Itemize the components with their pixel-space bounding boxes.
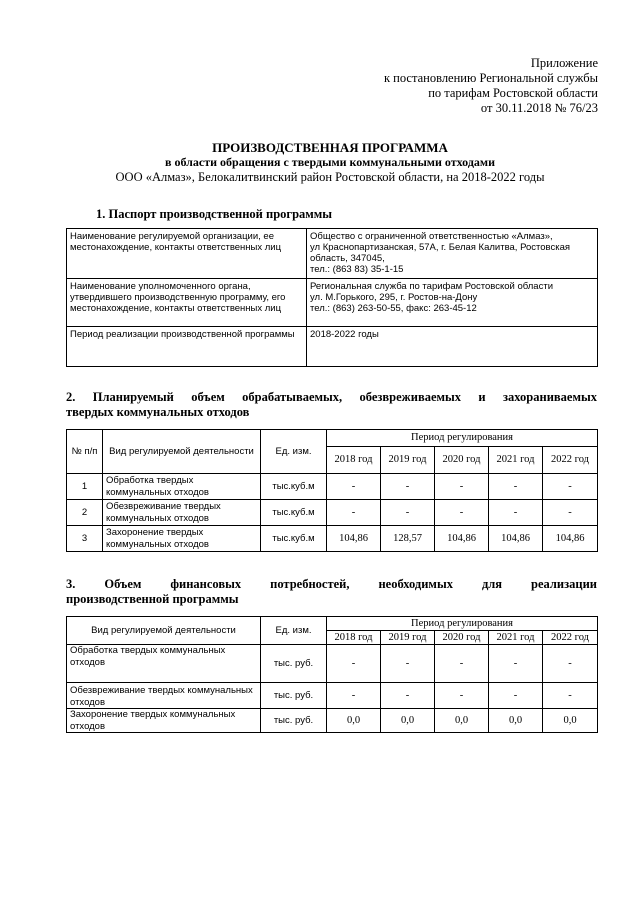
- heading-line: 2. Планируемый объем обрабатываемых, обезвреживаемых и захораниваемых: [66, 390, 597, 404]
- document-title: [60, 140, 600, 185]
- row-value: 0,0: [381, 709, 435, 733]
- row-value: -: [327, 683, 381, 709]
- value-line: Общество с ограниченной ответственностью «Алмаз»,: [310, 231, 553, 242]
- table-row: [67, 327, 598, 367]
- header-year: 2022 год: [543, 631, 598, 645]
- row-unit: тыс.куб.м: [261, 474, 327, 500]
- table-row: [67, 645, 598, 683]
- value-line: 2018-2022 годы: [310, 329, 379, 340]
- heading-line: производственной программы: [66, 592, 239, 606]
- row-unit: тыс. руб.: [261, 683, 327, 709]
- row-activity: Захоронение твердых коммунальных отходов: [67, 709, 261, 733]
- header-year: 2019 год: [381, 447, 435, 474]
- row-value: 104,86: [327, 526, 381, 552]
- row-value: -: [543, 645, 598, 683]
- table-row: [67, 500, 598, 526]
- header-period: Период регулирования: [327, 430, 598, 447]
- table-row: [67, 683, 598, 709]
- value-line: тел.: (863 83) 35-1-15: [310, 264, 404, 275]
- volume-table: [66, 429, 598, 552]
- row-value: -: [435, 474, 489, 500]
- header-year: 2021 год: [489, 631, 543, 645]
- row-activity: Обезвреживание твердых коммунальных отходов: [67, 683, 261, 709]
- value-line: Региональная служба по тарифам Ростовской области: [310, 281, 554, 292]
- passport-label: Наименование уполномоченного органа, утвердившего производственную программу, его местонахождение, контакты ответственных лиц: [67, 279, 307, 327]
- value-line: тел.: (863) 263-50-55, факс: 263-45-12: [310, 303, 477, 314]
- row-value: 128,57: [381, 526, 435, 552]
- value-line: ул. М.Горького, 295, г. Ростов-на-Дону: [310, 292, 478, 303]
- heading-line: твердых коммунальных отходов: [66, 405, 250, 419]
- header-unit: Ед. изм.: [261, 617, 327, 645]
- header-year: 2018 год: [327, 447, 381, 474]
- title-organization: ООО «Алмаз», Белокалитвинский район Ростовской области, на 2018-2022 годы: [115, 170, 545, 184]
- header-year: 2020 год: [435, 631, 489, 645]
- header-activity: Вид регулируемой деятельности: [103, 430, 261, 474]
- row-value: 0,0: [435, 709, 489, 733]
- row-value: -: [381, 683, 435, 709]
- row-activity: Захоронение твердых коммунальных отходов: [103, 526, 261, 552]
- row-value: -: [489, 645, 543, 683]
- row-value: -: [381, 500, 435, 526]
- passport-label: Период реализации производственной программы: [67, 327, 307, 367]
- row-activity: Обработка твердых коммунальных отходов: [67, 645, 261, 683]
- header-unit: Ед. изм.: [261, 430, 327, 474]
- table-row: [67, 229, 598, 279]
- section2-heading: [66, 390, 597, 420]
- header-year: 2019 год: [381, 631, 435, 645]
- passport-value: [307, 229, 598, 279]
- header-year: 2021 год: [489, 447, 543, 474]
- section1-heading: 1. Паспорт производственной программы: [96, 207, 333, 221]
- passport-label: Наименование регулируемой организации, ее местонахождение, контакты ответственных лиц: [67, 229, 307, 279]
- header-year: 2018 год: [327, 631, 381, 645]
- row-value: -: [543, 474, 598, 500]
- row-value: -: [435, 645, 489, 683]
- row-value: 104,86: [435, 526, 489, 552]
- passport-value: [307, 279, 598, 327]
- finance-table: [66, 616, 598, 733]
- table-row: [67, 474, 598, 500]
- row-value: 104,86: [489, 526, 543, 552]
- row-num: 2: [67, 500, 103, 526]
- table-row: [67, 526, 598, 552]
- passport-value: [307, 327, 598, 367]
- appendix-line: Приложение: [530, 56, 598, 70]
- header-year: 2020 год: [435, 447, 489, 474]
- row-value: 0,0: [327, 709, 381, 733]
- row-num: 1: [67, 474, 103, 500]
- row-value: -: [435, 683, 489, 709]
- header-activity: Вид регулируемой деятельности: [67, 617, 261, 645]
- row-num: 3: [67, 526, 103, 552]
- row-value: -: [381, 645, 435, 683]
- appendix-line: по тарифам Ростовской области: [428, 86, 598, 100]
- row-activity: Обработка твердых коммунальных отходов: [103, 474, 261, 500]
- row-value: -: [327, 645, 381, 683]
- heading-line: 3. Объем финансовых потребностей, необходимых для реализации: [66, 577, 597, 591]
- row-value: -: [327, 474, 381, 500]
- row-value: 0,0: [489, 709, 543, 733]
- row-value: -: [489, 474, 543, 500]
- passport-table: [66, 228, 598, 367]
- row-value: -: [327, 500, 381, 526]
- title-main: ПРОИЗВОДСТВЕННАЯ ПРОГРАММА: [212, 140, 448, 155]
- header-period: Период регулирования: [327, 617, 598, 631]
- appendix-line: от 30.11.2018 № 76/23: [480, 101, 598, 115]
- row-activity: Обезвреживание твердых коммунальных отходов: [103, 500, 261, 526]
- row-value: -: [435, 500, 489, 526]
- row-value: -: [543, 500, 598, 526]
- table-row: [67, 279, 598, 327]
- header-row: [67, 430, 598, 447]
- header-row: [67, 617, 598, 631]
- row-unit: тыс. руб.: [261, 709, 327, 733]
- section3-heading: [66, 577, 597, 607]
- header-year: 2022 год: [543, 447, 598, 474]
- header-num: № п/п: [67, 430, 103, 474]
- title-subtitle: в области обращения с твердыми коммунальными отходами: [164, 155, 495, 169]
- row-value: 104,86: [543, 526, 598, 552]
- row-value: -: [489, 683, 543, 709]
- row-value: -: [381, 474, 435, 500]
- value-line: ул Краснопартизанская, 57А, г. Белая Калитва, Ростовская область, 347045,: [310, 242, 571, 264]
- appendix-note: [384, 56, 598, 116]
- appendix-line: к постановлению Региональной службы: [383, 71, 598, 85]
- row-value: -: [543, 683, 598, 709]
- row-value: 0,0: [543, 709, 598, 733]
- row-value: -: [489, 500, 543, 526]
- row-unit: тыс.куб.м: [261, 526, 327, 552]
- row-unit: тыс. руб.: [261, 645, 327, 683]
- table-row: [67, 709, 598, 733]
- row-unit: тыс.куб.м: [261, 500, 327, 526]
